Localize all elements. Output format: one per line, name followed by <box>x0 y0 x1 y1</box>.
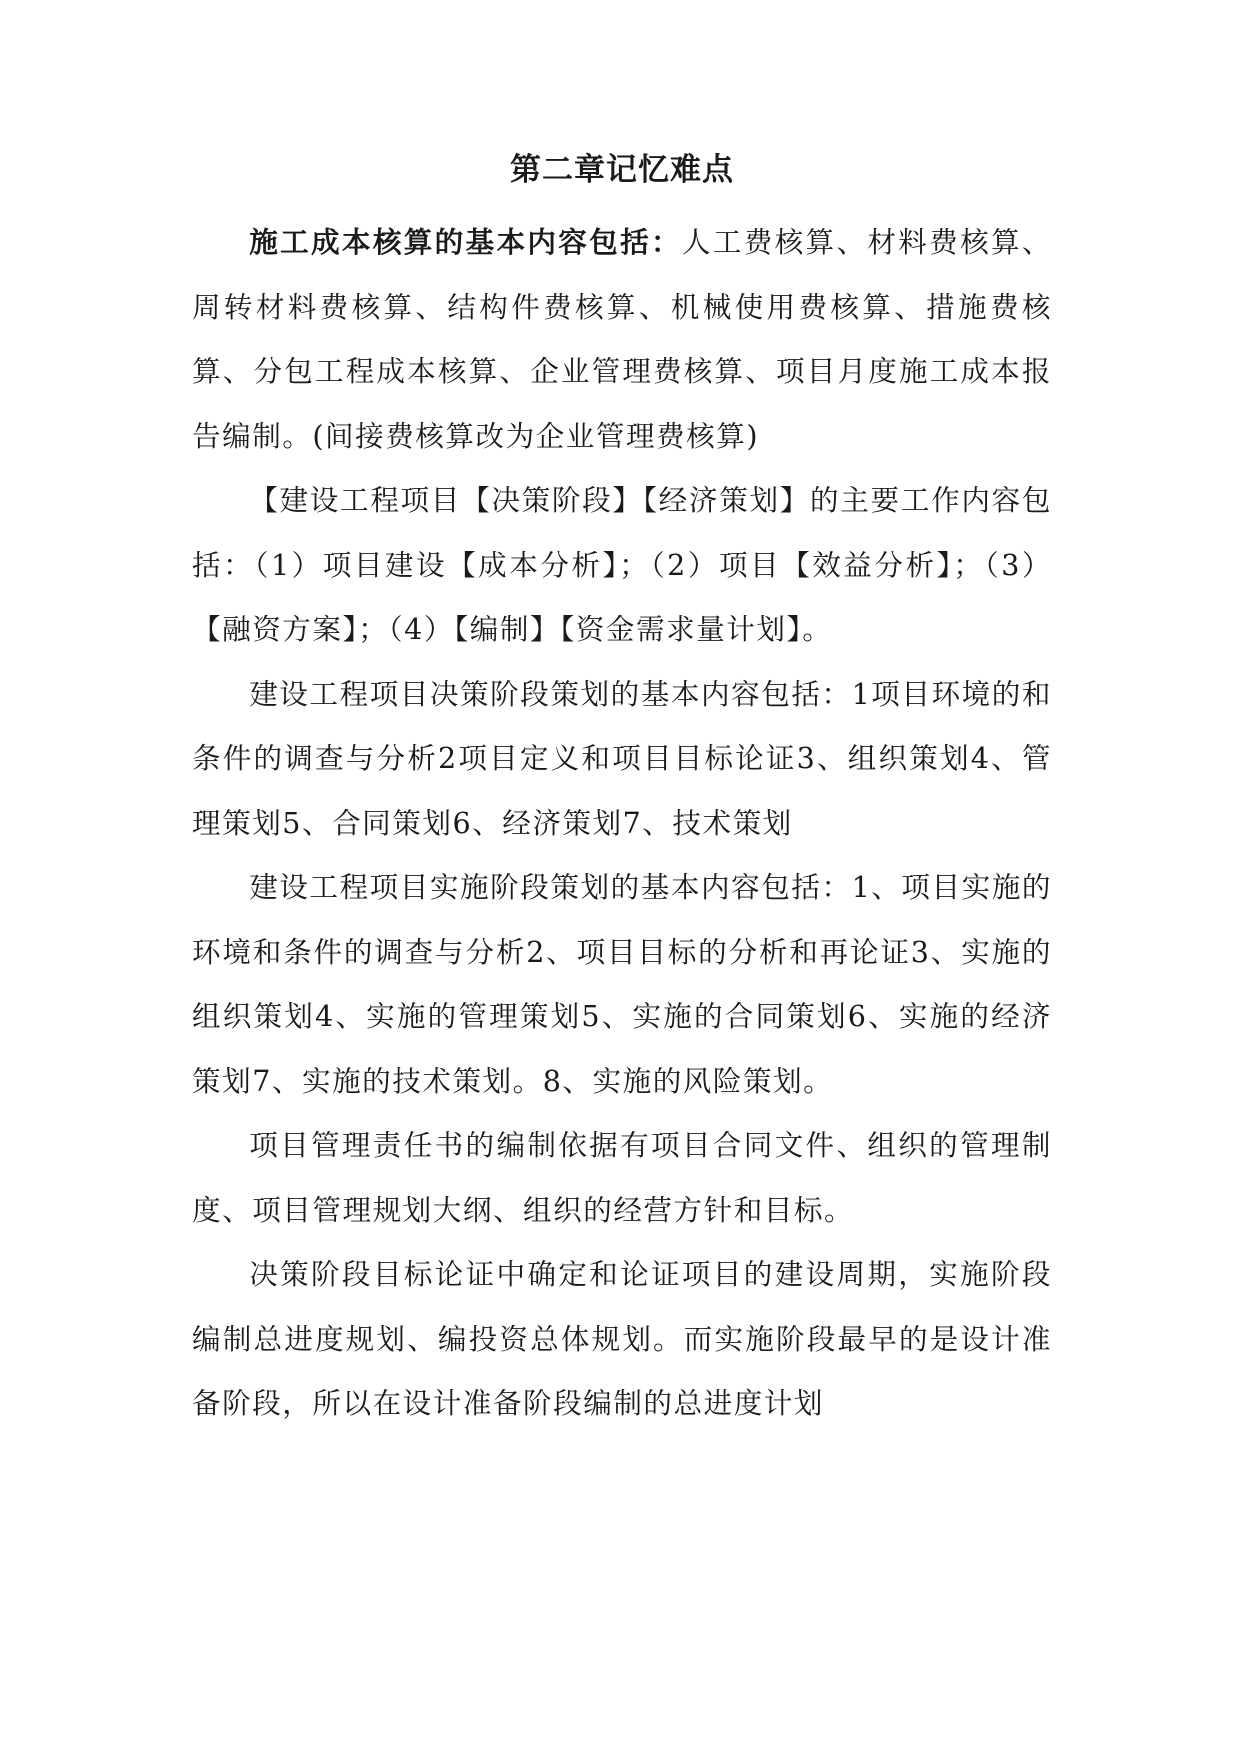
paragraph-schedule-planning: 决策阶段目标论证中确定和论证项目的建设周期，实施阶段编制总进度规划、编投资总体规划。而实施阶段最早的是设计准备阶段，所以在设计准备阶段编制的总进度计划 <box>192 1257 1052 1420</box>
document-page <box>192 150 1052 1436</box>
paragraph-text: 人工费核算、材料费核算、周转材料费核算、结构件费核算、机械使用费核算、措施费核算、分包工程成本核算、企业管理费核算、项目月度施工成本报告编制。(间接费核算改为企业管理费核算) <box>192 225 1052 453</box>
page-title: 第二章记忆难点 <box>510 152 734 188</box>
paragraph-responsibility-letter: 项目管理责任书的编制依据有项目合同文件、组织的管理制度、项目管理规划大纲、组织的经营方针和目标。 <box>192 1128 1052 1227</box>
paragraph-lead: 施工成本核算的基本内容包括： <box>249 225 682 259</box>
paragraph-implementation-stage: 建设工程项目实施阶段策划的基本内容包括：1、项目实施的环境和条件的调查与分析2、项目目标的分析和再论证3、实施的组织策划4、实施的管理策划5、实施的合同策划6、实施的经济策划7、实施的技术策划。8、实施的风险策划。 <box>192 870 1052 1098</box>
paragraph-cost-accounting <box>192 210 1052 468</box>
paragraph-economic-planning: 【建设工程项目【决策阶段】【经济策划】的主要工作内容包括：（1）项目建设【成本分析】；（2）项目【效益分析】；（3）【融资方案】；（4）【编制】【资金需求量计划】。 <box>192 483 1052 646</box>
paragraph-decision-stage: 建设工程项目决策阶段策划的基本内容包括：1项目环境的和条件的调查与分析2项目定义和项目目标论证3、组织策划4、管理策划5、合同策划6、经济策划7、技术策划 <box>192 676 1052 840</box>
